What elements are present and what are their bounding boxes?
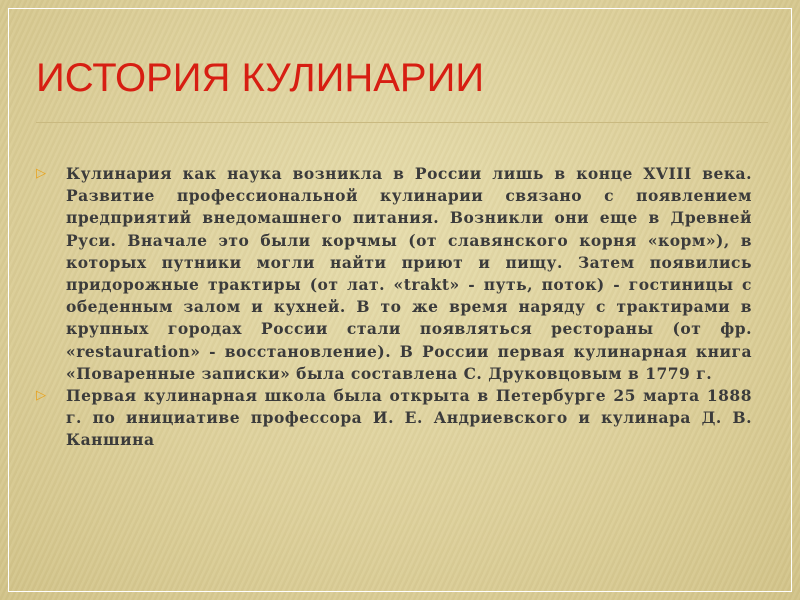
bullet-item-history — [32, 163, 752, 385]
bullet-item-school — [32, 385, 752, 452]
bullet-text: Кулинария как наука возникла в России лишь в конце XVIII века. Развитие профессиональной кулинарии связано с появлением предприятий внедомашнего питания. Возникли они еще в Древней Руси. Вначале это были корчмы (от славянского корня «корм»), в которых путники могли найти приют и пищу. Затем появились придорожные трактиры (от лат. «trakt» - путь, поток) - гостиницы с обеденным залом и кухней. В то же время наряду с трактирами в крупных городах России стали появляться рестораны (от фр. «restauration» - восстановление). В России первая кулинарная книга «Поваренные записки» была составлена С. Друковцовым в 1779 г. — [66, 164, 752, 383]
slide-title: ИСТОРИЯ КУЛИНАРИИ — [36, 56, 485, 100]
bullet-text: Первая кулинарная школа была открыта в Петербурге 25 марта 1888 г. по инициативе профессора И. Е. Андриевского и кулинара Д. В. Каншина — [66, 386, 752, 450]
title-divider — [36, 122, 768, 123]
bullet-arrow-icon: ▷ — [36, 166, 46, 181]
bullet-arrow-icon: ▷ — [36, 388, 46, 404]
bullet-list — [32, 163, 752, 452]
